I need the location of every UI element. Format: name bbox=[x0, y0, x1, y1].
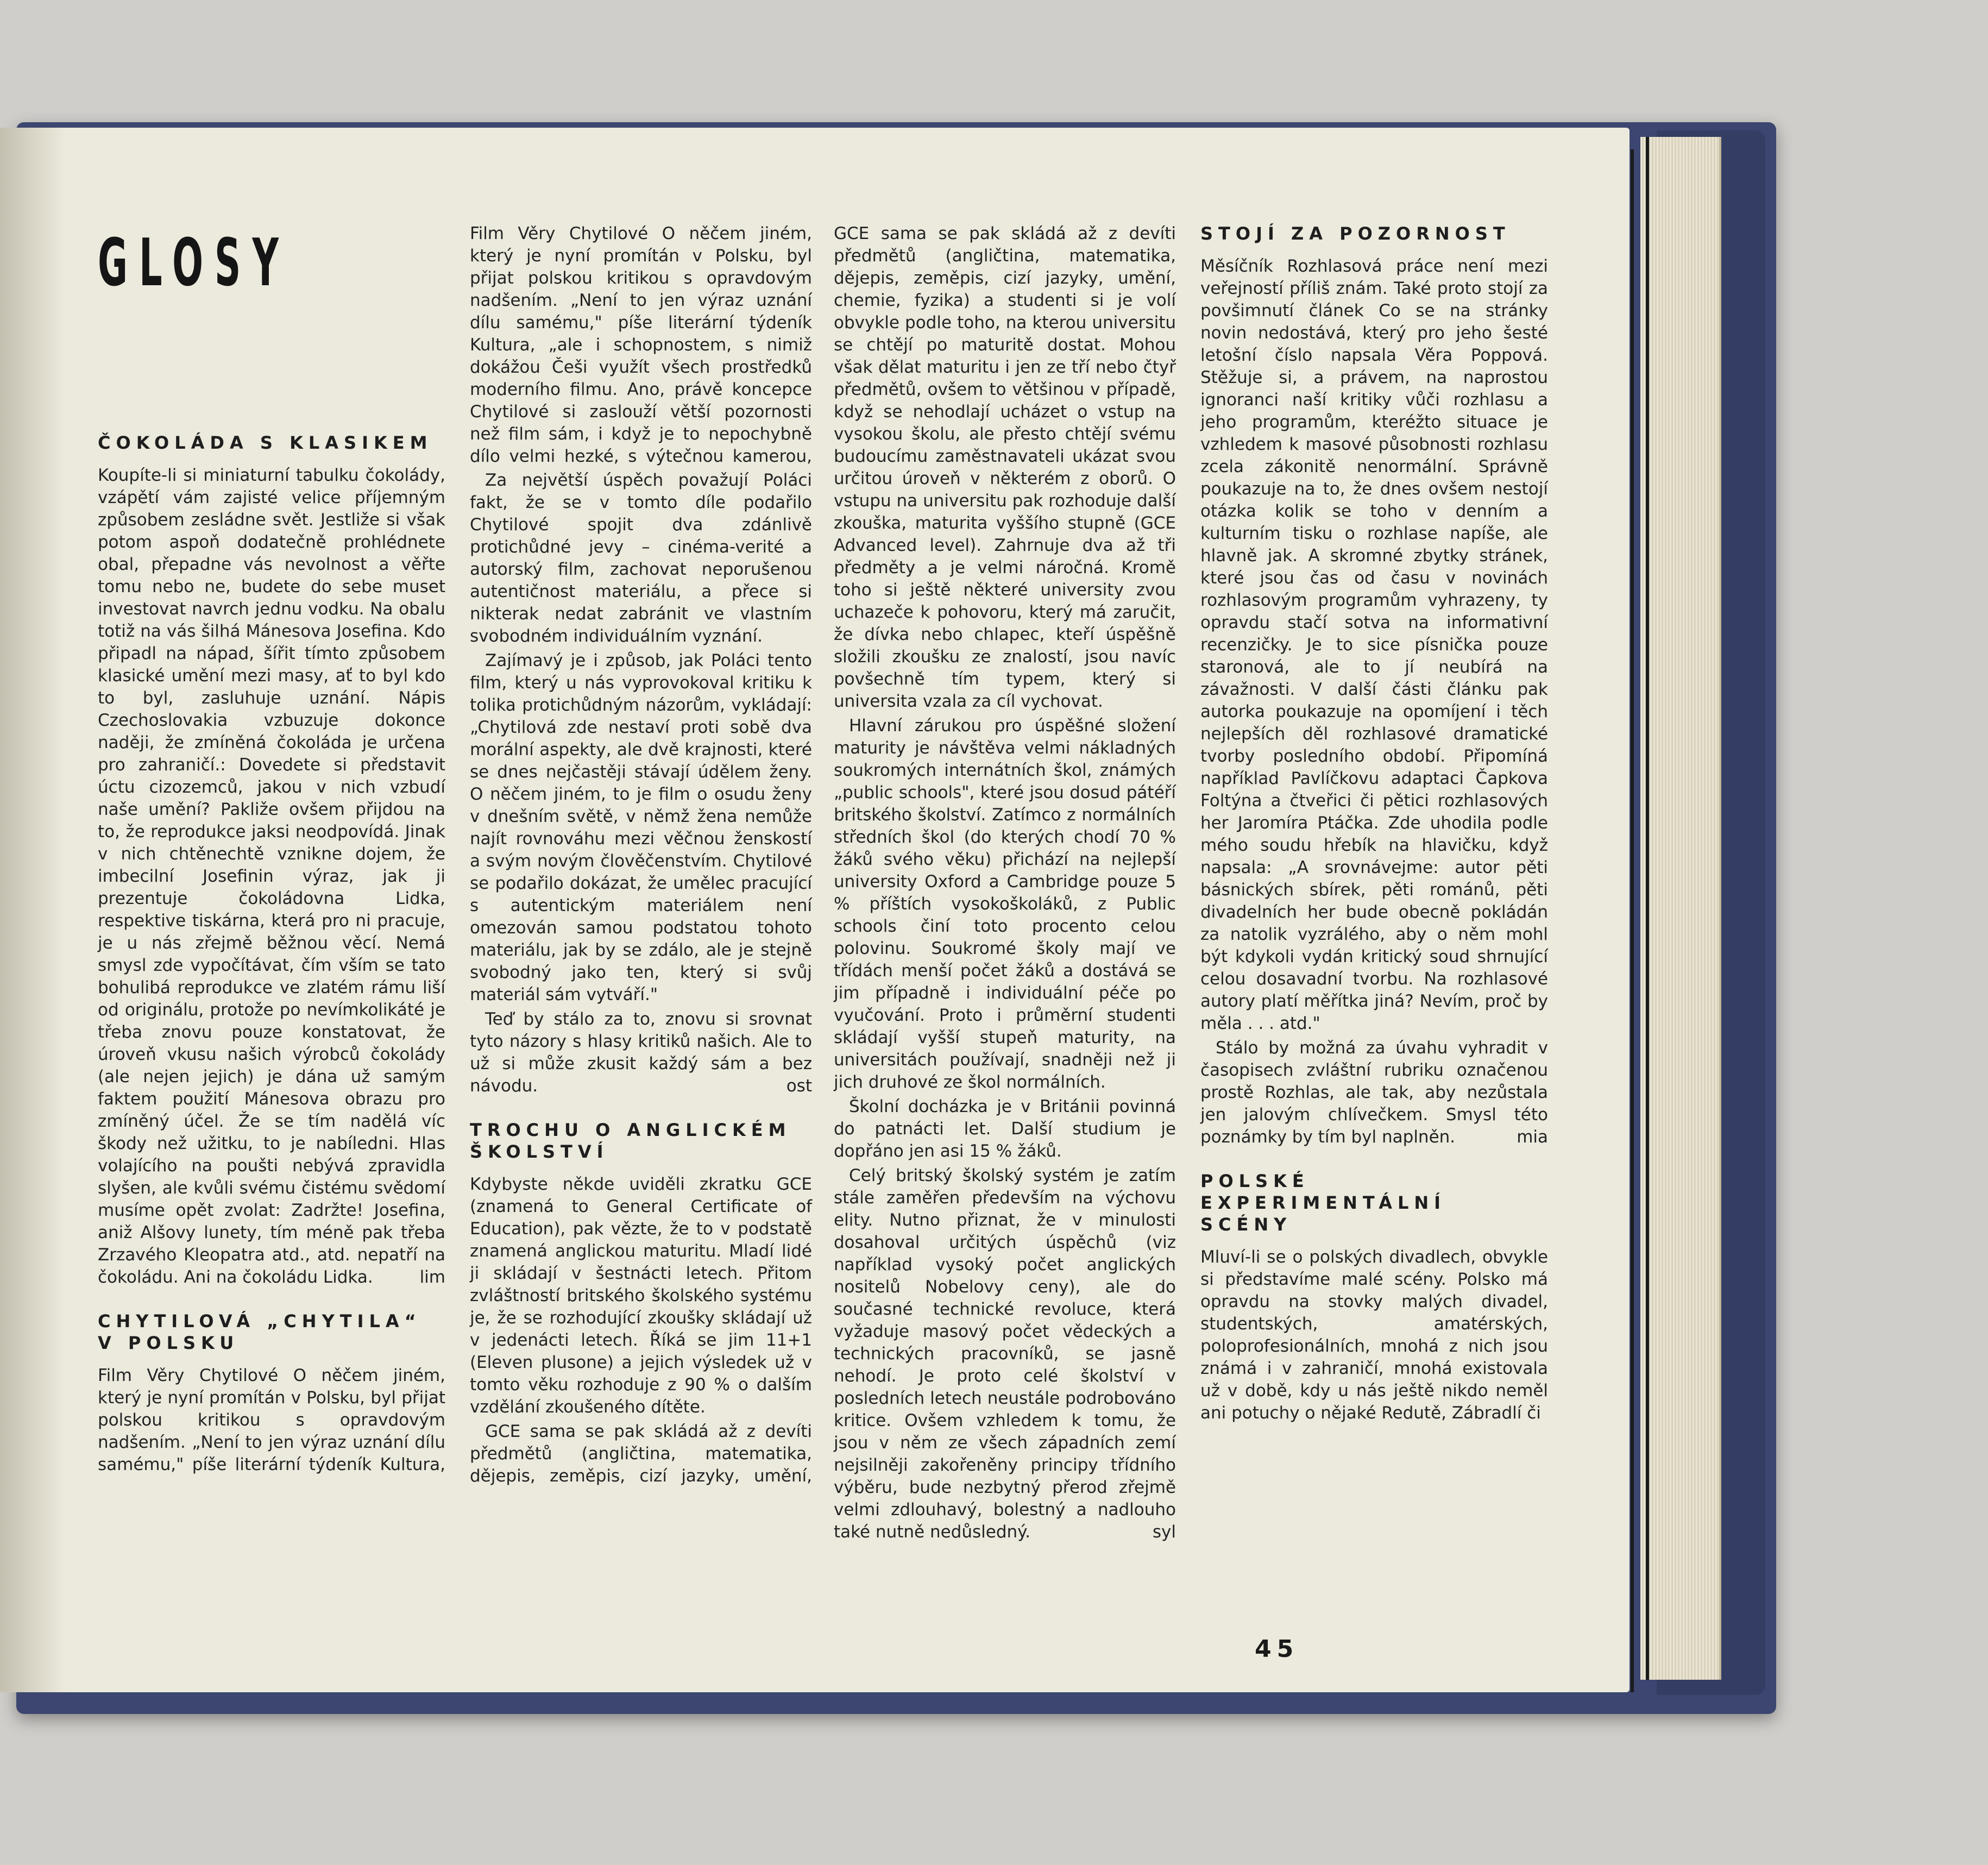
author-signature: lim bbox=[419, 1267, 445, 1287]
article-text: Stálo by možná za úvahu vyhradit v časopisech zvláštní rubriku označenou prostě Rozhlas, ale tak, aby nezůstala jen jalovým chlívečkem. Smysl této poznámky by tím byl naplněn. mia bbox=[1200, 1037, 1548, 1148]
column-1 bbox=[98, 128, 445, 1478]
article-text: Mluví-li se o polských divadlech, obvykle si představíme malé scény. Polsko má opravdu na stovky malých divadel, studentských, amatérských, poloprofesionálních, mnohá z nich jsou známá i v zahraničí, mnohá existovala už v době, kdy u nás ještě nikdo neměl ani potuchy o nějaké Redutě, Zábradlí či bbox=[1200, 1247, 1548, 1423]
section-heading-anglicke: TROCHU O ANGLICKÉM ŠKOLSTVÍ bbox=[470, 1120, 791, 1162]
column-2 bbox=[470, 223, 812, 1488]
page-title: GLOSY bbox=[98, 225, 290, 301]
section-heading-pozornost: STOJÍ ZA POZORNOST bbox=[1200, 223, 1511, 244]
section-heading-polske: POLSKÉ EXPERIMENTÁLNÍ SCÉNY bbox=[1200, 1171, 1446, 1235]
page-number: 45 bbox=[1255, 1635, 1299, 1663]
article-text: GCE sama se pak skládá až z devíti předmětů (angličtina, matematika, dějepis, zeměpis, cizí jazyky, umění, chemie, fyzika) a studenti si je volí obvykle podle toho, na kterou universitu se chtějí po maturitě dostat. Mohou však dělat maturitu i jen ze tří nebo čtyř předmětů, ovšem to většinou v případě, když se nehodlají ucházet o vstup na vysokou školu, ale přesto chtějí svému budoucímu zaměstnavateli ukázat svou určitou úroveň v některém z oborů. O vstupu na universitu pak rozhoduje další zkouška, maturita vyššího stupně (GCE Advanced level). Zahrnuje dva až tři předměty a je velmi náročná. Kromě toho si ještě některé university zvou uchazeče k pohovoru, který má zaručit, že dívka nebo chlapec, kteří úspěšně složili zkoušku ze znalostí, jsou navíc povšechně tím typem, který si universita vzala za cíl vychovat. bbox=[834, 224, 1176, 711]
article-text: Hlavní zárukou pro úspěšné složení maturity je návštěva velmi nákladných soukromých internátních škol, známých „public schools", které jsou dosud pátéří britského školství. Zatímco z normálních středních škol (do kterých chodí 70 % žáků svého věku) přichází na nejlepší university Oxford a Cambridge pouze 5 % příštích vysokoškoláků, z Public schools činí toto procento celou polovinu. Soukromé školy mají ve třídách menší počet žáků a dostává se jim případně i individuální péče po vyučování. Proto i průměrní studenti skládají vyšší stupeň maturity, na universitách používají, snadněji než ji jich druhové ze škol normálních. bbox=[834, 716, 1176, 1092]
article-text: Celý britský školský systém je zatím stále zaměřen především na výchovu elity. Nutno přiznat, že v minulosti dosahoval určitých úspěchů (viz například vysoký počet anglických nositelů Nobelovy ceny), ale do současné technické revoluce, která vyžaduje masový počet vědeckých a technických pracovníků, se jasně nehodí. Je proto celé školství v posledních letech neustále podrobováno kritice. Ovšem vzhledem k tomu, že jsou v něm ze všech západních zemí nejsilněji zakořeněny principy třídního výběru, bude nezbytný přerod zřejmě velmi zdlouhavý, bolestný a nadlouho také nutně nedůsledný. syl bbox=[834, 1165, 1176, 1543]
article-text: Teď by stálo za to, znovu si srovnat tyto názory s hlasy kritiků našich. Ale to už si může zkusit každý sám a bez návodu. ost bbox=[470, 1008, 812, 1097]
gutter-shadow bbox=[0, 128, 65, 1692]
article-text: Film Věry Chytilové O něčem jiném, který je nyní promítán v Polsku, byl přijat polskou kritikou s opravdovým nadšením. „Není to jen výraz uznání dílu samému," píše literární týdeník Kultura, bbox=[98, 1366, 445, 1474]
author-signature: ost bbox=[786, 1076, 812, 1096]
author-signature: mia bbox=[1517, 1127, 1548, 1147]
author-signature: syl bbox=[1152, 1522, 1176, 1542]
article-text: Koupíte-li si miniaturní tabulku čokolády, vzápětí vám zajisté velice příjemným způsobem zesládne svět. Jestliže si však potom aspoň dodatečně prohlédnete obal, přepadne vás nevolnost a věřte tomu nebo ne, budete do sebe muset investovat navrch jednu vodku. Na obalu totiž na vás šilhá Mánesova Josefina. Kdo připadl na nápad, šířit tímto způsobem klasické umění mezi masy, ať to byl kdo to byl, zasluhuje uznání. Nápis Czechoslovakia vzbuzuje dokonce naději, že zmíněná čokoláda je určena pro zahraničí.: Dovedete si představit úctu cizozemců, jakou v nich vzbudí naše umění? Pakliže ovšem přijdou na to, že reprodukce jaksi neodpovídá. Jinak v nich chtěnechtě vznikne dojem, že imbecilní Josefinin výraz, jak ji prezentuje čokoládovna Lidka, respektive tiskárna, která pro ni pracuje, je u nás zřejmě běžnou věcí. Nemá smysl zde vypočítávat, čím vším se tato bohulibá reprodukce ve zlatém rámu liší od originálu, protože po nevímkolikáté je třeba znovu pouze konstatovat, že úroveň vkusu našich výrobců čokolády (ale nejen jejich) je dána už samým faktem použití Mánesova obrazu pro zmíněný účel. Že se tím nadělá víc škody než užitku, to je nabíledni. Hlas volajícího na poušti nebývá zpravidla slyšen, ale kvůli svému čistému svědomí musíme opět zvolat: Zadržte! Josefina, aniž Alšovy lunety, tím méně pak třeba Zrzavého Kleopatra atd., atd. nepatří na čokoládu. Ani na čokoládu Lidka. lim bbox=[98, 464, 445, 1289]
article-text: Za největší úspěch považují Poláci fakt, že se v tomto díle podařilo Chytilové spojit dva zdánlivě protichůdné jevy – cinéma-verité a autorský film, zachovat neporušenou autentičnost materiálu, a přece si nikterak nedat zabránit ve vlastním svobodném individuálním vyznání. bbox=[470, 470, 812, 646]
article-text: Kdybyste někde uviděli zkratku GCE (znamená to General Certificate of Education), pak vězte, že to v podstatě znamená anglickou maturitu. Mladí lidé ji skládají v šestnácti letech. Přitom zvláštností britského školského systému je, že se rozhodující zkoušky skládají už v jedenácti letech. Říká se jim 11+1 (Eleven plusone) a jejich výsledek už v tomto věku rozhoduje z 90 % o dalším vzdělání zkoušeného dítěte. bbox=[470, 1175, 812, 1417]
article-text: GCE sama se pak skládá až z devíti předmětů (angličtina, matematika, dějepis, zeměpis, cizí jazyky, umění, bbox=[470, 1422, 812, 1486]
article-text: Film Věry Chytilové O něčem jiném, který je nyní promítán v Polsku, byl přijat polskou kritikou s opravdovým nadšením. „Není to jen výraz uznání dílu samému," píše literární týdeník Kultura, „ale i schopnostem, s nimiž dokážou Češi využít všech prostředků moderního filmu. Ano, právě koncepce Chytilové si zaslouží větší pozornosti než film sám, i když je to nepochybně dílo velmi hezké, s výtečnou kamerou, bbox=[470, 224, 812, 466]
article-text: Měsíčník Rozhlasová práce není mezi veřejností příliš znám. Také proto stojí za povšimnutí článek Co se na stránky novin nedostává, který pro jeho šesté letošní číslo napsala Věra Poppová. Stěžuje si, a právem, na naprostou ignoranci naší kritiky vůči rozhlasu a jeho programům, kteréžto situace je vzhledem k masové působnosti rozhlasu zcela zákonitě nenormální. Správně poukazuje na to, že dnes ovšem nestojí otázka kolik se toho v denním a kulturním tisku o rozhlase napíše, ale hlavně jak. A skromné zbytky stránek, které jsou čas od času v novinách rozhlasovým programům vyhrazeny, ty opravdu stačí sotva na informativní recenzičky. Je to sice písnička pouze staronová, ale to jí neubírá na závažnosti. V další části článku pak autorka poukazuje na opomíjení i těch nejlepších děl rozhlasové dramatické tvorby posledního období. Připomíná například Pavlíčkovu adaptaci Čapkova Foltýna a čtveřici či pětici rozhlasových her Jaromíra Ptáčka. Zde uhodila podle mého soudu hřebík na hlavičku, když napsala: „A srovnávejme: autor pěti básnických sbírek, pěti románů, pěti divadelních her bude obecně pokládán za natolik vyzrálého, aby o něm mohl být kdykoli vydán kritický soud shrnující celou dosavadní tvorbu. Na rozhlasové autory platí měřítka jiná? Nevím, proč by měla . . . atd." bbox=[1200, 256, 1548, 1033]
column-4 bbox=[1200, 223, 1548, 1427]
page-edge-line bbox=[1631, 149, 1634, 1692]
article-text: Školní docházka je v Británii povinná do patnácti let. Další studium je dopřáno jen asi 15 % žáků. bbox=[834, 1097, 1176, 1161]
magazine-page bbox=[0, 128, 1630, 1692]
column-3 bbox=[834, 223, 1176, 1546]
section-heading-chytilova: CHYTILOVÁ „CHYTILA“ V POLSKU bbox=[98, 1311, 421, 1353]
page-stack bbox=[1640, 137, 1721, 1680]
section-heading-cokolada: ČOKOLÁDA S KLASIKEM bbox=[98, 432, 433, 453]
article-text: Zajímavý je i způsob, jak Poláci tento film, který u nás vyprovokoval kritiku k tolika protichůdným názorům, vykládají: „Chytilová zde nestaví proti sobě dva morální aspekty, ale dvě krajnosti, které se dnes nejčastěji stávají údělem ženy. O něčem jiném, to je film o osudu ženy v dnešním světě, v němž žena nemůže najít rovnováhu mezi věčnou ženskostí a svým novým člověčenstvím. Chytilové se podařilo dokázat, že umělec pracující s autentickým materiálem není omezován samou podstatou tohoto materiálu, jak by se zdálo, ale je stejně svobodný jako ten, který si svůj materiál sám vytváří." bbox=[470, 651, 812, 1004]
